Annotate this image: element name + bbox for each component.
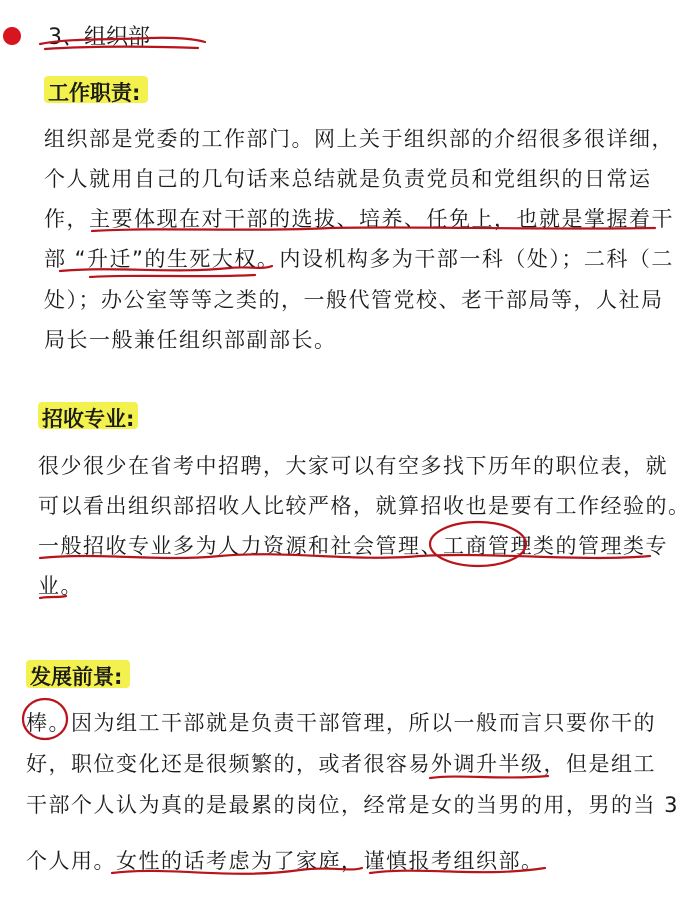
section-title: 3、组织部: [48, 25, 150, 50]
text-line: 很少很少在省考中招聘，大家可以有空多找下历年的职位表，就: [38, 454, 668, 478]
text-line: 可以看出组织部招收人比较严格，就算招收也是要有工作经验的。: [38, 494, 690, 518]
text-line: 干部个人认为真的是最累的岗位，经常是女的当男的用，男的当 3: [26, 793, 680, 817]
text-line: 个人就用自己的几句话来总结就是负责党员和党组织的日常运: [44, 167, 652, 191]
section-label-prospects: 发展前景:: [30, 665, 123, 689]
text-line: 部 “升迁”的生死大权。内设机构多为干部一科（处）；二科（二: [44, 247, 674, 271]
text-line: 局长一般兼任组织部副部长。: [44, 328, 337, 352]
underline-mark: [90, 275, 255, 277]
text-line: 一般招收专业多为人力资源和社会管理、工商管理类的管理类专: [38, 534, 668, 558]
text-line: 好，职位变化还是很频繁的，或者很容易外调升半级，但是组工: [26, 752, 656, 776]
text-line: 个人用。女性的话考虑为了家庭，谨慎报考组织部。: [26, 849, 544, 873]
text-line: 作，主要体现在对干部的选拔、培养、任免上，也就是掌握着干: [44, 207, 674, 231]
text-line: 组织部是党委的工作部门。网上关于组织部的介绍很多很详细，: [44, 127, 674, 151]
text-line: 业。: [38, 574, 83, 598]
red-bullet-dot: [3, 27, 21, 45]
text-line: 处）；办公室等等之类的，一般代管党校、老干部局等，人社局: [44, 288, 664, 312]
text-line: 棒。因为组工干部就是负责干部管理，所以一般而言只要你干的: [26, 711, 656, 735]
section-label-majors: 招收专业:: [42, 407, 135, 431]
section-label-duties: 工作职责:: [48, 81, 141, 105]
